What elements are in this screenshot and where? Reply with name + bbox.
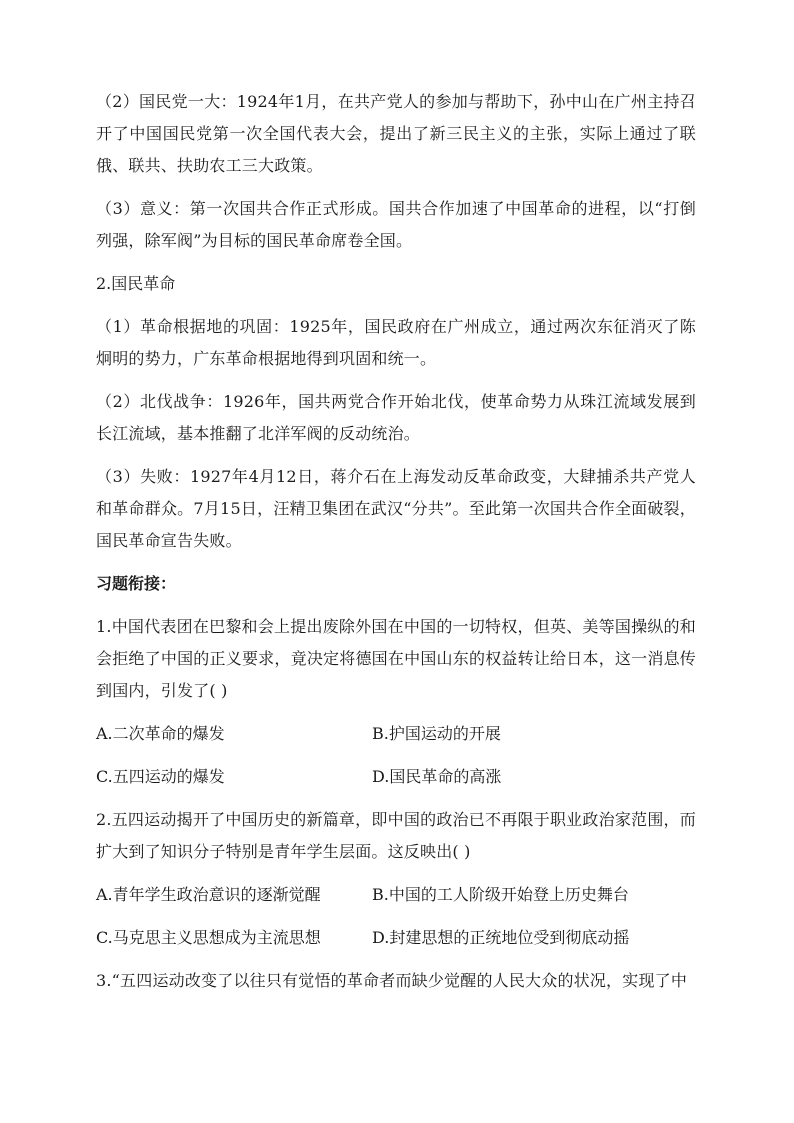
question-1-options-row-1 [96,718,696,750]
question-1-option-b: B.护国运动的开展 [372,724,501,743]
question-2-options-row-2 [96,922,696,954]
question-1-option-a: A.二次革命的爆发 [96,724,225,743]
document-page [96,86,696,1008]
question-1-option-c: C.五四运动的爆发 [96,767,225,786]
northern-expedition-paragraph: （2）北伐战争：1926年，国共两党合作开始北伐，使革命势力从珠江流域发展到长江流域，基本推翻了北洋军阀的反动统治。 [96,392,696,443]
national-revolution-heading: 2.国民革命 [96,274,176,293]
question-2-options-row-1 [96,879,696,911]
question-2-option-a: A.青年学生政治意识的逐渐觉醒 [96,885,321,904]
question-1-options-row-2 [96,761,696,793]
significance-paragraph: （3）意义：第一次国共合作正式形成。国共合作加速了中国革命的进程，以“打倒列强，除军阀”为目标的国民革命席卷全国。 [96,199,696,250]
question-3-stem: 3.“五四运动改变了以往只有觉悟的革命者而缺少觉醒的人民大众的状况，实现了中 [96,971,688,990]
question-1-option-d: D.国民革命的高涨 [372,767,502,786]
exercises-heading: 习题衔接： [96,574,177,593]
revolution-failure-paragraph: （3）失败：1927年4月12日，蒋介石在上海发动反革命政变，大肆捕杀共产党人和革命群众。7月15日，汪精卫集团在武汉“分共”。至此第一次国共合作全面破裂，国民革命宣告失败。 [96,467,696,550]
question-2-stem: 2.五四运动揭开了中国历史的新篇章，即中国的政治已不再限于职业政治家范围，而扩大到了知识分子特别是青年学生层面。这反映出( ) [96,810,696,861]
base-consolidation-paragraph: （1）革命根据地的巩固：1925年，国民政府在广州成立，通过两次东征消灭了陈炯明的势力，广东革命根据地得到巩固和统一。 [96,317,696,368]
kmt-first-congress-paragraph: （2）国民党一大：1924年1月，在共产党人的参加与帮助下，孙中山在广州主持召开了中国国民党第一次全国代表大会，提出了新三民主义的主张，实际上通过了联俄、联共、扶助农工三大政策。 [96,92,696,175]
question-1-stem: 1.中国代表团在巴黎和会上提出废除外国在中国的一切特权，但英、美等国操纵的和会拒绝了中国的正义要求，竟决定将德国在中国山东的权益转让给日本，这一消息传到国内，引发了( ) [96,617,696,700]
question-2-option-b: B.中国的工人阶级开始登上历史舞台 [372,885,629,904]
question-2-option-d: D.封建思想的正统地位受到彻底动摇 [372,928,630,947]
question-2-option-c: C.马克思主义思想成为主流思想 [96,928,321,947]
